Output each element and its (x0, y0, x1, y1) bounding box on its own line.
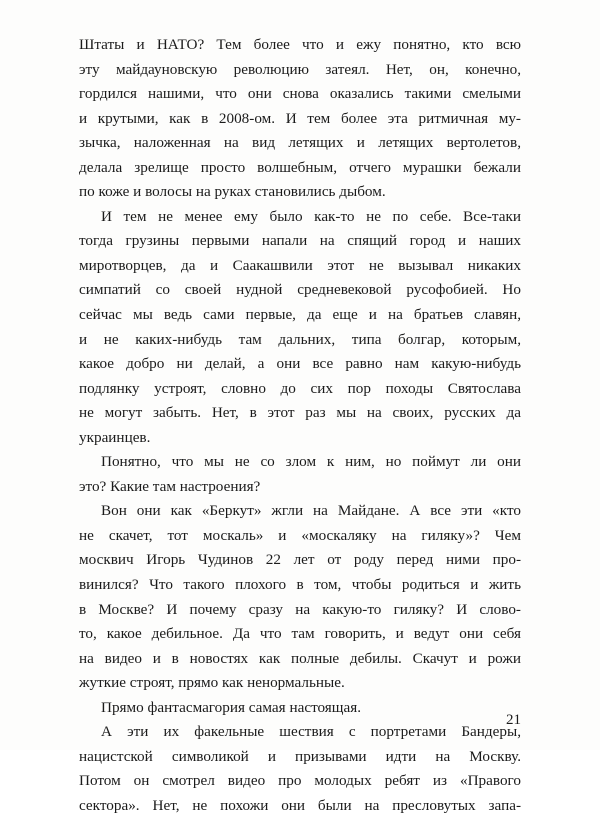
text-line: Потом он смотрел видео про молодых ребят из «Правого (79, 772, 521, 790)
text-line: и крутыми, как в 2008-ом. И тем более эта ритмичная му- (79, 109, 521, 127)
text-line: не скачет, тот москаль» и «москаляку на гиляку»? Чем (79, 526, 521, 544)
text-line: делала зрелище просто волшебным, отчего мурашки бежали (79, 158, 521, 176)
paragraph-start-line: Понятно, что мы не со злом к ним, но поймут ли они (101, 453, 521, 471)
text-line: сейчас мы ведь сами первые, да еще и на братьев славян, (79, 306, 521, 324)
text-line: по коже и волосы на руках становились дыбом. (79, 183, 386, 201)
text-line: миротворцев, да и Саакашвили этот не вызывал никаких (79, 256, 521, 274)
body-text (79, 33, 521, 819)
text-line: это? Какие там настроения? (79, 477, 261, 495)
text-line: сектора». Нет, не похожи они были на пресловутых запа- (79, 796, 521, 814)
paragraph-start-line: И тем не менее ему было как-то не по себе. Все-таки (101, 207, 521, 225)
text-line: винился? Что такого плохого в том, чтобы родиться и жить (79, 576, 521, 594)
text-line: Штаты и НАТО? Тем более что и ежу понятно, кто всю (79, 36, 521, 53)
text-line: тогда грузины первыми напали на спящий город и наших (79, 232, 521, 250)
paragraph-start-line: Прямо фантасмагория самая настоящая. (101, 698, 362, 716)
text-line: на видео и в новостях как полные дебилы. Скачут и рожи (79, 649, 521, 667)
text-line: нацистской символикой и призывами идти на Москву. (79, 747, 521, 765)
text-line: жуткие строят, прямо как ненормальные. (79, 674, 345, 692)
text-line: и не каких-нибудь там дальних, типа болгар, которым, (79, 330, 521, 348)
text-line: подлянку устроят, словно до сих пор походы Святослава (79, 379, 521, 397)
text-line: зычка, наложенная на вид летящих и летящих вертолетов, (79, 134, 521, 152)
text-line: то, какое дебильное. Да что там говорить, и ведут они себя (79, 625, 521, 643)
page-number: 21 (506, 712, 521, 728)
text-line: гордился нашими, что они снова оказались такими смелыми (79, 85, 521, 103)
text-line: москвич Игорь Чудинов 22 лет от роду перед ними про- (79, 551, 521, 569)
text-line: не могут забыть. Нет, в этот раз мы на своих, русских да (79, 404, 521, 422)
text-line: эту майдауновскую революцию затеял. Нет, он, конечно, (79, 60, 521, 78)
text-line: симпатий со своей нудной средневековой русофобией. Но (79, 281, 521, 299)
text-line: какое добро ни делай, а они все равно нам какую-нибудь (79, 355, 521, 373)
paragraph-start-line: Вон они как «Беркут» жгли на Майдане. А все эти «кто (101, 502, 521, 520)
text-line: украинцев. (79, 428, 151, 446)
text-line: в Москве? И почему сразу на какую-то гиляку? И слово- (79, 600, 521, 618)
paragraph-start-line: А эти их факельные шествия с портретами Бандеры, (101, 723, 521, 741)
